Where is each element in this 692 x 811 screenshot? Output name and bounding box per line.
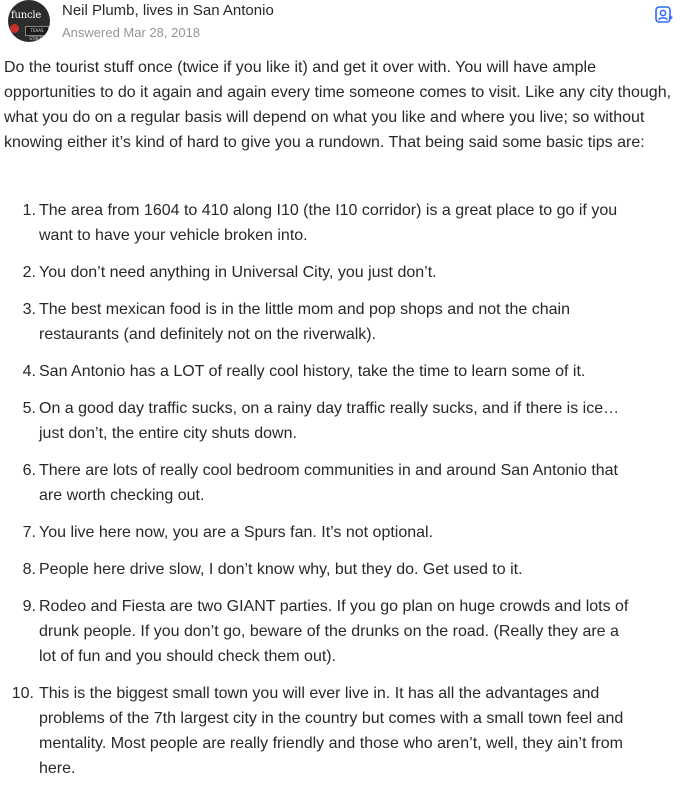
list-item-number: 3. (22, 301, 36, 318)
answer-intro: Do the tourist stuff once (twice if you like it) and get it over with. You will have ample opportunities to do it again and again every time someone comes to visit. Like any city though, what you do on a regular basis will depend on what you like and where you live; so without knowing either it’s kind of hard to give you a rundown. That being said some basic tips are: (4, 59, 672, 151)
list-item (0, 260, 639, 285)
list-item-number: 5. (22, 400, 36, 417)
list-item (0, 520, 639, 545)
list-item-number: 9. (22, 598, 36, 615)
list-item (0, 396, 639, 446)
list-item (0, 297, 639, 347)
list-item-text: People here drive slow, I don’t know why, but they do. Get used to it. (39, 561, 523, 578)
avatar-tag: TEXAS STREET (25, 26, 49, 36)
list-item-text: Rodeo and Fiesta are two GIANT parties. If you go plan on huge crowds and lots of drunk people. If you don’t go, beware of the drunks on the road. (Really they are a lot of fun and you should check them out). (39, 598, 629, 665)
author-name[interactable]: Neil Plumb, lives in San Antonio (62, 2, 274, 19)
list-item-number: 7. (22, 524, 36, 541)
answer-header (4, 0, 688, 48)
avatar[interactable] (8, 0, 50, 42)
list-item-text: On a good day traffic sucks, on a rainy day traffic really sucks, and if there is ice… just don’t, the entire city shuts down. (39, 400, 620, 442)
list-item (0, 681, 639, 781)
list-item-number: 10. (11, 685, 34, 702)
list-item (0, 458, 639, 508)
list-item-text: You don’t need anything in Universal City, you just don’t. (39, 264, 437, 281)
list-item-text: There are lots of really cool bedroom communities in and around San Antonio that are worth checking out. (39, 462, 618, 504)
list-item-number: 1. (22, 202, 36, 219)
list-item (0, 557, 639, 582)
list-item-number: 8. (22, 561, 36, 578)
list-item-text: The area from 1604 to 410 along I10 (the I10 corridor) is a great place to go if you want to have your vehicle broken into. (39, 202, 618, 244)
user-share-icon (654, 5, 674, 25)
list-item-number: 6. (22, 462, 36, 479)
user-share-button[interactable] (646, 0, 682, 30)
avatar-emblem (10, 24, 19, 33)
tips-list (0, 198, 692, 793)
list-item-text: The best mexican food is in the little mom and pop shops and not the chain restaurants (and definitely not on the riverwalk). (39, 301, 570, 343)
avatar-brand-text: funcle (11, 10, 42, 21)
list-item (0, 198, 639, 248)
list-item-text: San Antonio has a LOT of really cool history, take the time to learn some of it. (39, 363, 586, 380)
list-item-text: You live here now, you are a Spurs fan. It’s not optional. (39, 524, 434, 541)
answered-date[interactable]: Answered Mar 28, 2018 (62, 25, 201, 40)
list-item (0, 359, 639, 384)
list-item-number: 2. (22, 264, 36, 281)
list-item (0, 594, 639, 669)
list-item-number: 4. (22, 363, 36, 380)
list-item-text: This is the biggest small town you will ever live in. It has all the advantages and problems of the 7th largest city in the country but comes with a small town feel and mentality. Most people are really friendly and those who aren’t, well, they ain’t from here. (39, 685, 624, 777)
